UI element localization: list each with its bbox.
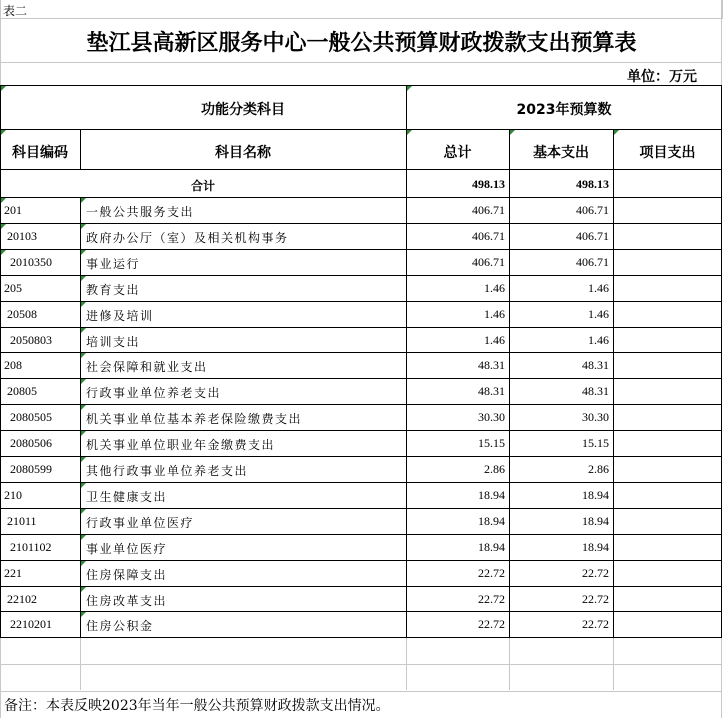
- cell-marker: [1, 130, 6, 135]
- row-total: 18.94: [478, 540, 505, 554]
- cell-marker: [81, 509, 86, 514]
- header-total: 总计: [443, 145, 472, 161]
- cell-marker: [407, 130, 412, 135]
- cell-marker: [81, 250, 86, 255]
- cell-marker: [1, 250, 6, 255]
- row-basic: 48.31: [582, 384, 609, 398]
- total-row-total: 498.13: [472, 177, 505, 191]
- row-total: 22.72: [478, 617, 505, 631]
- col-border-right: [721, 85, 722, 638]
- row-basic: 15.15: [582, 436, 609, 450]
- cell-marker: [81, 302, 86, 307]
- row-code: 2080505: [10, 410, 52, 424]
- row-name: 机关事业单位基本养老保险缴费支出: [86, 412, 303, 426]
- header-budget-year: 2023年预算数: [516, 102, 612, 118]
- row-basic: 18.94: [582, 514, 609, 528]
- row-name: 培训支出: [86, 335, 141, 349]
- row-name: 住房保障支出: [86, 568, 168, 582]
- row-code: 205: [4, 281, 22, 295]
- footnote: 备注：本表反映2023年当年一般公共预算财政拨款支出情况。: [4, 698, 390, 714]
- row-name: 政府办公厅（室）及相关机构事务: [86, 231, 289, 245]
- cell-marker: [81, 612, 86, 617]
- row-name: 社会保障和就业支出: [86, 360, 208, 374]
- row-name: 卫生健康支出: [86, 490, 168, 504]
- row-code: 2080506: [10, 436, 52, 450]
- cell-marker: [81, 483, 86, 488]
- row-name: 教育支出: [86, 283, 141, 297]
- row-total: 30.30: [478, 410, 505, 424]
- cell-marker: [81, 405, 86, 410]
- row-total: 22.72: [478, 592, 505, 606]
- row-total: 18.94: [478, 488, 505, 502]
- row-basic: 22.72: [582, 592, 609, 606]
- row-name: 机关事业单位职业年金缴费支出: [86, 438, 276, 452]
- row-total: 1.46: [484, 333, 505, 347]
- row-code: 2080599: [10, 462, 52, 476]
- row-total: 48.31: [478, 384, 505, 398]
- cell-marker: [81, 561, 86, 566]
- grid-top: [0, 0, 723, 19]
- grid-below-rows: [0, 664, 722, 692]
- cell-marker: [614, 130, 619, 135]
- cell-marker: [81, 535, 86, 540]
- col-border-total: [509, 129, 510, 638]
- cell-marker: [81, 431, 86, 436]
- unit-label: 单位：万元: [627, 69, 697, 85]
- row-basic: 30.30: [582, 410, 609, 424]
- page-title: 垫江县高新区服务中心一般公共预算财政拨款支出预算表: [86, 30, 637, 56]
- header-project: 项目支出: [639, 145, 696, 161]
- row-code: 20103: [7, 229, 37, 243]
- row-total: 2.86: [484, 462, 505, 476]
- row-basic: 406.71: [576, 203, 609, 217]
- row-name: 事业运行: [86, 257, 141, 271]
- col-border-code-header: [80, 129, 81, 169]
- row-code: 208: [4, 358, 22, 372]
- row-basic: 18.94: [582, 488, 609, 502]
- cell-marker: [81, 457, 86, 462]
- table-top-border: [0, 85, 722, 86]
- cell-marker: [81, 276, 86, 281]
- cell-marker: [81, 198, 86, 203]
- row-total: 15.15: [478, 436, 505, 450]
- cell-marker: [81, 379, 86, 384]
- row-code: 20805: [7, 384, 37, 398]
- row-code: 22102: [7, 592, 37, 606]
- row-basic: 1.46: [588, 307, 609, 321]
- row-total: 406.71: [472, 255, 505, 269]
- row-code: 2010350: [10, 255, 52, 269]
- row-basic: 18.94: [582, 540, 609, 554]
- table-tag: 表二: [3, 4, 28, 18]
- row-name: 一般公共服务支出: [86, 205, 195, 219]
- header-func-class: 功能分类科目: [201, 102, 285, 118]
- total-row-label: 合计: [190, 179, 215, 193]
- row-name: 行政事业单位养老支出: [86, 386, 222, 400]
- row-name: 事业单位医疗: [86, 542, 168, 556]
- row-basic: 22.72: [582, 566, 609, 580]
- col-border-name: [406, 85, 407, 638]
- row-basic: 22.72: [582, 617, 609, 631]
- cell-marker: [81, 353, 86, 358]
- row-code: 2050803: [10, 333, 52, 347]
- cell-marker: [81, 328, 86, 333]
- row-code: 210: [4, 488, 22, 502]
- row-code: 2210201: [10, 617, 52, 631]
- row-basic: 1.46: [588, 333, 609, 347]
- row-name: 其他行政事业单位养老支出: [86, 464, 249, 478]
- row-name: 进修及培训: [86, 309, 154, 323]
- header-basic: 基本支出: [533, 145, 589, 161]
- col-border-left: [0, 85, 1, 638]
- row-basic: 406.71: [576, 255, 609, 269]
- cell-marker: [1, 198, 6, 203]
- cell-marker: [81, 587, 86, 592]
- row-basic: 1.46: [588, 281, 609, 295]
- row-code: 21011: [7, 514, 37, 528]
- row-basic: 406.71: [576, 229, 609, 243]
- header-name: 科目名称: [215, 145, 271, 161]
- row-total: 406.71: [472, 229, 505, 243]
- row-total: 18.94: [478, 514, 505, 528]
- row-name: 住房公积金: [86, 619, 154, 633]
- cell-marker: [407, 86, 412, 91]
- row-code: 201: [4, 203, 22, 217]
- row-total: 48.31: [478, 358, 505, 372]
- total-row-basic: 498.13: [576, 177, 609, 191]
- row-basic: 2.86: [588, 462, 609, 476]
- row-name: 住房改革支出: [86, 594, 168, 608]
- grid-title-bottom: [0, 62, 722, 63]
- cell-marker: [1, 86, 6, 91]
- row-code: 20508: [7, 307, 37, 321]
- row-code: 221: [4, 566, 22, 580]
- col-border-basic: [613, 129, 614, 638]
- row-total: 406.71: [472, 203, 505, 217]
- row-total: 1.46: [484, 281, 505, 295]
- row-total: 22.72: [478, 566, 505, 580]
- row-name: 行政事业单位医疗: [86, 516, 195, 530]
- cell-marker: [81, 224, 86, 229]
- col-border-code: [80, 197, 81, 638]
- cell-marker: [1, 224, 6, 229]
- header-code: 科目编码: [12, 145, 68, 161]
- cell-marker: [510, 130, 515, 135]
- row-total: 1.46: [484, 307, 505, 321]
- row-basic: 48.31: [582, 358, 609, 372]
- row-code: 2101102: [10, 540, 52, 554]
